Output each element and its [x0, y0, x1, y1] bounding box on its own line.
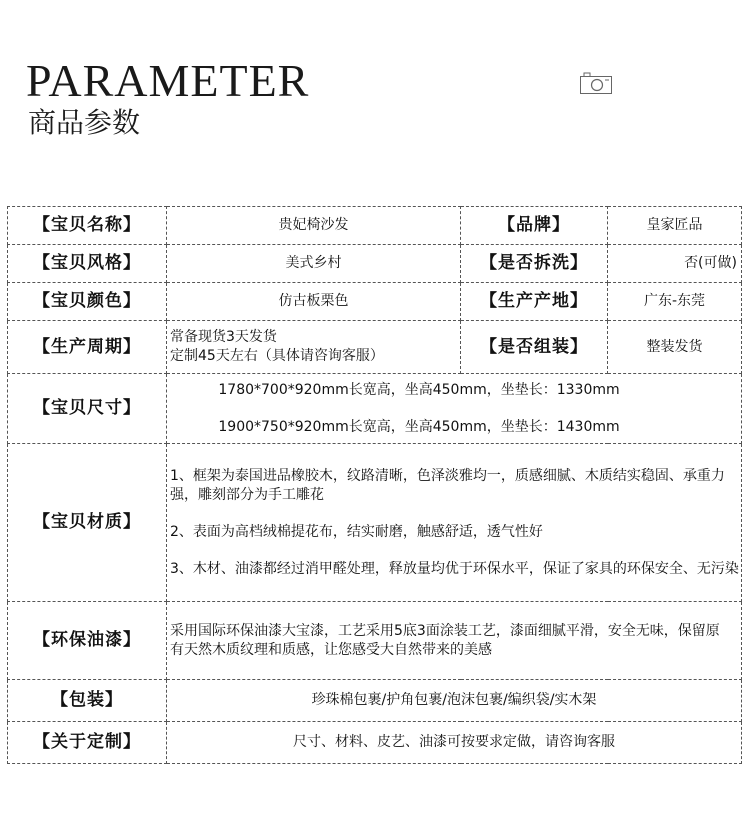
- label-material: 【宝贝材质】: [8, 444, 167, 602]
- value-paint: 采用国际环保油漆大宝漆，工艺采用5底3面涂装工艺，漆面细腻平滑，安全无味，保留原有天然木质纹理和质感，让您感受大自然带来的美感: [167, 602, 742, 680]
- value-brand: 皇家匠品: [608, 207, 742, 245]
- value-size: [167, 374, 742, 444]
- table-row: [8, 602, 742, 680]
- value-origin: 广东-东莞: [608, 283, 742, 321]
- label-custom: 【关于定制】: [8, 722, 167, 764]
- parameter-table: [7, 206, 742, 764]
- label-product-name: 【宝贝名称】: [8, 207, 167, 245]
- label-washable: 【是否拆洗】: [461, 245, 608, 283]
- label-package: 【包装】: [8, 680, 167, 722]
- material-point-3: 3、木材、油漆都经过消甲醛处理，释放量均优于环保水平，保证了家具的环保安全、无污染: [170, 560, 739, 577]
- label-origin: 【生产产地】: [461, 283, 608, 321]
- label-production-cycle: 【生产周期】: [8, 321, 167, 374]
- table-row: [8, 374, 742, 444]
- value-style: 美式乡村: [167, 245, 461, 283]
- value-washable: 否(可做): [608, 245, 742, 283]
- table-row: [8, 680, 742, 722]
- table-row: [8, 722, 742, 764]
- material-point-1: 1、框架为泰国进品橡胶木，纹路清晰，色泽淡雅均一，质感细腻、木质结实稳固、承重力强，雕刻部分为手工雕花: [170, 467, 725, 503]
- label-color: 【宝贝颜色】: [8, 283, 167, 321]
- value-product-name: 贵妃椅沙发: [167, 207, 461, 245]
- value-production-cycle: [167, 321, 461, 374]
- table-row: [8, 283, 742, 321]
- label-paint: 【环保油漆】: [8, 602, 167, 680]
- cycle-line-stock: 常备现货3天发货: [170, 329, 277, 345]
- camera-icon: [580, 72, 612, 94]
- table-row: [8, 245, 742, 283]
- cycle-line-custom: 定制45天左右（具体请咨询客服）: [170, 348, 384, 364]
- value-package: 珍珠棉包裹/护角包裹/泡沫包裹/编织袋/实木架: [167, 680, 742, 722]
- table-row: [8, 444, 742, 602]
- label-size: 【宝贝尺寸】: [8, 374, 167, 444]
- table-row: [8, 207, 742, 245]
- table-row: [8, 321, 742, 374]
- size-line-2: 1900*750*920mm长宽高，坐高450mm，坐垫长：1430mm: [218, 418, 620, 435]
- page-title-cn: 商品参数: [28, 106, 141, 139]
- label-assembly: 【是否组装】: [461, 321, 608, 374]
- page-title-en: PARAMETER: [26, 55, 310, 106]
- label-style: 【宝贝风格】: [8, 245, 167, 283]
- value-assembly: 整装发货: [608, 321, 742, 374]
- label-brand: 【品牌】: [461, 207, 608, 245]
- material-point-2: 2、表面为高档绒棉提花布，结实耐磨，触感舒适，透气性好: [170, 523, 543, 540]
- value-custom: 尺寸、材料、皮艺、油漆可按要求定做，请咨询客服: [167, 722, 742, 764]
- value-color: 仿古板栗色: [167, 283, 461, 321]
- size-line-1: 1780*700*920mm长宽高，坐高450mm，坐垫长：1330mm: [218, 381, 620, 398]
- value-material: [167, 444, 742, 602]
